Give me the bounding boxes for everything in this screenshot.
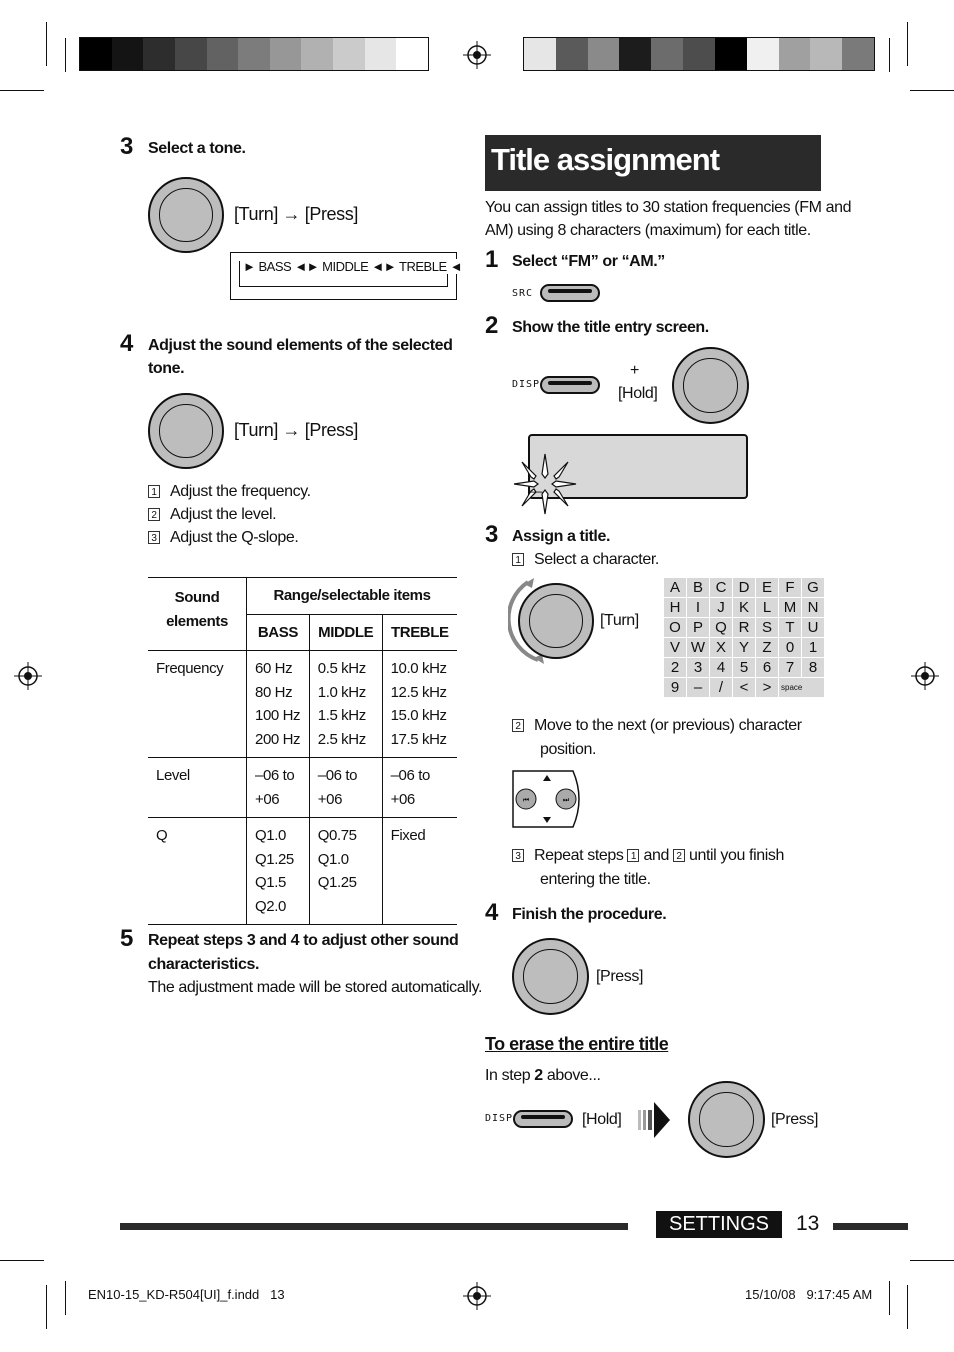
step-3-number: 3 bbox=[120, 133, 134, 160]
disp-button-icon bbox=[540, 376, 600, 394]
cycle-treble: TREBLE bbox=[399, 259, 447, 274]
r-step-1-title: Select “FM” or “AM.” bbox=[512, 253, 665, 270]
tone-cycle-box bbox=[230, 252, 463, 300]
registration-mark-top bbox=[463, 41, 491, 69]
sound-elements-table bbox=[148, 577, 457, 925]
timestamp: 15/10/08 9:17:45 AM bbox=[745, 1287, 873, 1302]
double-arrow-icon: ◄► bbox=[371, 259, 397, 274]
footer-rule-right bbox=[833, 1223, 908, 1230]
control-dial-icon bbox=[512, 938, 589, 1015]
step-3-title: Select a tone. bbox=[148, 140, 246, 157]
step-4-knob-caption: [Turn] → [Press] bbox=[234, 420, 358, 440]
table-head-range: Range/selectable items bbox=[247, 578, 458, 615]
intro-line2: AM) using 8 characters (maximum) for each title. bbox=[485, 222, 811, 239]
registration-mark-right bbox=[911, 662, 939, 690]
r-step-3-number: 3 bbox=[485, 521, 499, 548]
svg-text:⏮: ⏮ bbox=[522, 796, 530, 804]
table-col-middle: MIDDLE bbox=[309, 614, 382, 651]
r-step-1-number: 1 bbox=[485, 246, 499, 273]
hold-label: [Hold] bbox=[618, 385, 658, 402]
step-4-title-line2: tone. bbox=[148, 360, 185, 377]
table-col-bass: BASS bbox=[247, 614, 310, 651]
r-step-4-number: 4 bbox=[485, 899, 499, 926]
arrow-icon: ► bbox=[243, 259, 256, 274]
step-5-number: 5 bbox=[120, 925, 134, 952]
erase-heading: To erase the entire title bbox=[485, 1034, 669, 1054]
cycle-bass: BASS bbox=[258, 259, 292, 274]
svg-text:⏭: ⏭ bbox=[562, 796, 570, 804]
substep-item: 2 Adjust the level. bbox=[148, 503, 311, 526]
r-step-4-title: Finish the procedure. bbox=[512, 906, 667, 923]
table-col-treble: TREBLE bbox=[391, 623, 449, 641]
color-bar bbox=[523, 37, 875, 71]
step-5-note: The adjustment made will be stored automatically. bbox=[148, 979, 483, 996]
r-step-2-title: Show the title entry screen. bbox=[512, 319, 709, 336]
step-3-knob-caption: [Turn] → [Press] bbox=[234, 204, 358, 224]
substep-item: 1 Adjust the frequency. bbox=[148, 480, 311, 503]
table-row: Frequency 60 Hz 80 Hz 100 Hz 200 Hz 0.5 kHz 1.0 kHz 1.5 kHz 2.5 kHz 10.0 kHz 12.5 kHz 15.0 kHz 17.5 kHz bbox=[148, 651, 457, 758]
character-grid: A B C D E F G H I J K L M N O P Q R S T U V W X Y Z 0 1 2 3 4 5 6 7 8 9 – / < > space bbox=[663, 577, 825, 698]
page-number: 13 bbox=[796, 1212, 820, 1235]
cycle-middle: MIDDLE bbox=[322, 259, 369, 274]
section-heading-bar bbox=[485, 135, 821, 191]
r-step-2-number: 2 bbox=[485, 312, 499, 339]
control-dial-icon bbox=[148, 393, 224, 469]
registration-mark-bottom bbox=[463, 1282, 491, 1310]
table-head-sound: Sound elements bbox=[148, 578, 247, 651]
r-substep-3-line2: entering the title. bbox=[540, 871, 651, 888]
r-substep-1: 1 Select a character. bbox=[512, 548, 659, 571]
step-4-title-line1: Adjust the sound elements of the selected bbox=[148, 337, 453, 354]
disp-label: DISP bbox=[512, 379, 541, 390]
plus-sign: + bbox=[630, 362, 640, 379]
turn-label: [Turn] bbox=[600, 612, 639, 629]
section-heading: Title assignment bbox=[491, 142, 720, 177]
arrow-icon: ◄ bbox=[449, 259, 463, 274]
erase-intro: In step 2 above... bbox=[485, 1067, 601, 1084]
table-row: Level –06 to +06 –06 to +06 –06 to +06 bbox=[148, 758, 457, 818]
src-button-icon bbox=[540, 284, 600, 302]
footer-rule-left bbox=[120, 1223, 628, 1230]
step-4-number: 4 bbox=[120, 330, 134, 357]
intro-line1: You can assign titles to 30 station frequencies (FM and bbox=[485, 199, 852, 216]
control-dial-icon bbox=[148, 177, 224, 253]
step-5-title-line1: Repeat steps 3 and 4 to adjust other sound bbox=[148, 932, 459, 949]
blink-burst-icon bbox=[512, 452, 578, 516]
erase-press-label: [Press] bbox=[771, 1111, 818, 1128]
section-label: SETTINGS bbox=[656, 1211, 782, 1238]
file-info: EN10-15_KD-R504[UI]_f.indd 13 bbox=[88, 1287, 285, 1302]
erase-hold-label: [Hold] bbox=[582, 1111, 622, 1128]
press-label: [Press] bbox=[596, 968, 643, 985]
r-step-3-title: Assign a title. bbox=[512, 528, 611, 545]
control-dial-icon bbox=[688, 1081, 765, 1158]
step-4-substeps bbox=[148, 480, 311, 549]
seek-buttons-icon bbox=[511, 769, 585, 829]
step-5-title-line2: characteristics. bbox=[148, 956, 260, 973]
control-dial-icon bbox=[518, 583, 594, 659]
registration-mark-left bbox=[14, 662, 42, 690]
table-row: Q Q1.0 Q1.25 Q1.5 Q2.0 Q0.75 Q1.0 Q1.25 Fixed bbox=[148, 818, 457, 925]
erase-disp-label: DISP bbox=[485, 1113, 514, 1124]
grayscale-bar bbox=[79, 37, 429, 71]
r-substep-2: 2 Move to the next (or previous) character bbox=[512, 714, 802, 737]
control-dial-icon bbox=[672, 347, 749, 424]
double-arrow-icon: ◄► bbox=[294, 259, 320, 274]
arrow-right-icon bbox=[636, 1100, 672, 1140]
disp-button-icon bbox=[513, 1110, 573, 1128]
cursor-underscore: _ bbox=[530, 470, 543, 495]
substep-item: 3 Adjust the Q-slope. bbox=[148, 526, 311, 549]
r-substep-2-line2: position. bbox=[540, 741, 596, 758]
r-substep-3: 3 Repeat steps 1 and 2 until you finish bbox=[512, 844, 784, 867]
src-label: SRC bbox=[512, 288, 534, 299]
